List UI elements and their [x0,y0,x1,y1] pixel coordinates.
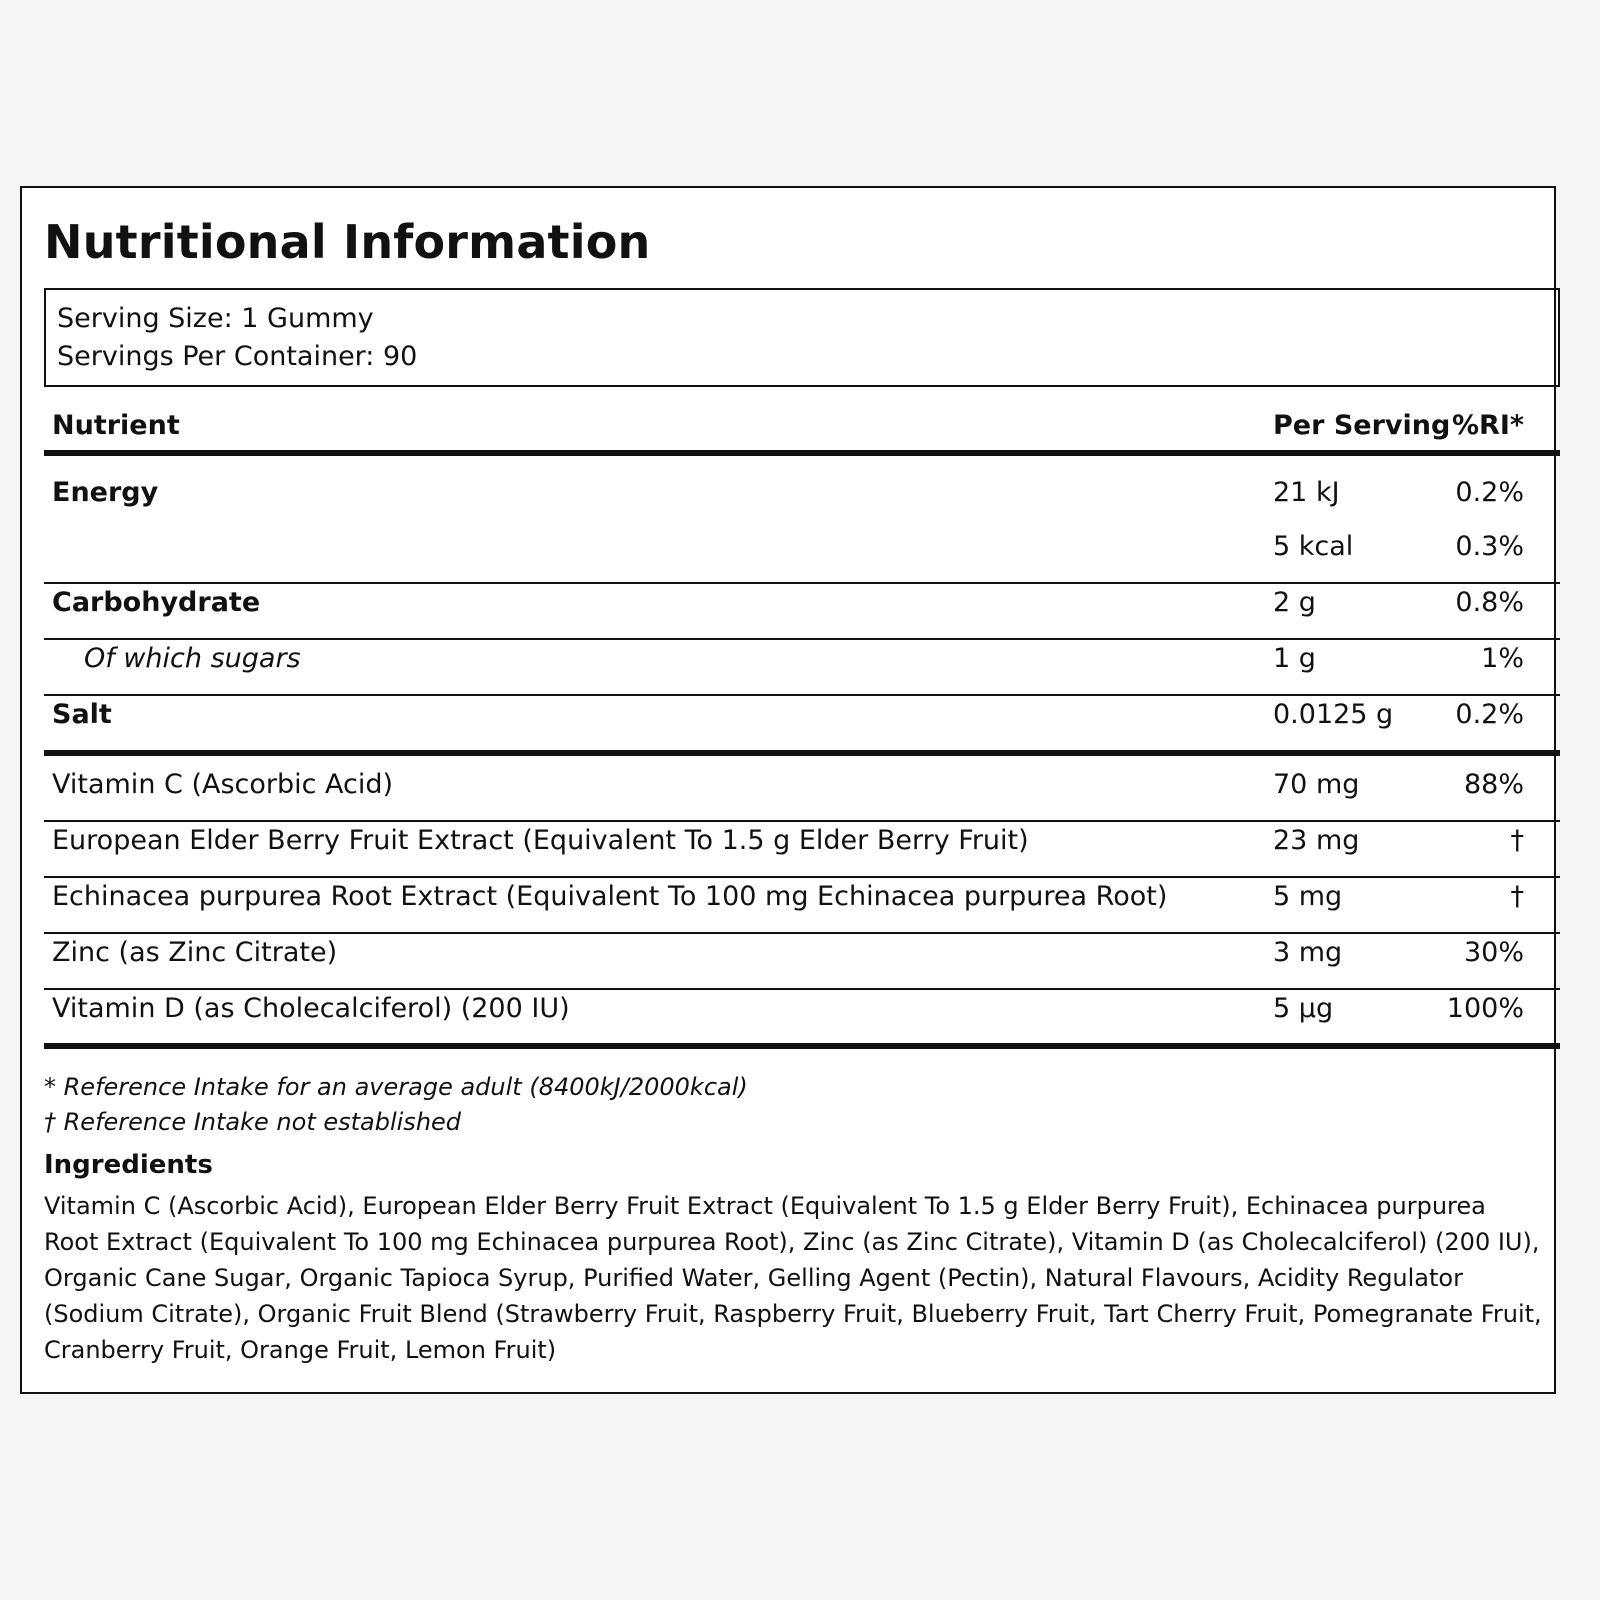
nutrient-name: Vitamin C (Ascorbic Acid) [52,769,394,800]
header-per-serving: Per Serving [1273,410,1451,441]
servings-per-container: Servings Per Container: 90 [57,341,418,372]
per-serving-value: 1 g [1273,643,1316,674]
ri-value: 0.2% [1455,699,1524,730]
nutrient-name: European Elder Berry Fruit Extract (Equivalent To 1.5 g Elder Berry Fruit) [52,825,1029,856]
nutrient-name: Vitamin D (as Cholecalciferol) (200 IU) [52,993,570,1024]
per-serving-value: 70 mg [1273,769,1360,800]
table-row [22,933,1554,973]
nutrient-name: Of which sugars [84,643,301,674]
ri-value: † [1510,825,1524,856]
header-ri: %RI* [1451,410,1524,441]
footnote-reference-intake: * Reference Intake for an average adult (8400kJ/2000kcal) [44,1073,748,1101]
table-row [22,473,1554,513]
table-row [22,877,1554,917]
serving-info-box [44,288,1560,387]
ri-value: 100% [1446,993,1524,1024]
per-serving-value: 2 g [1273,587,1316,618]
ri-value: 30% [1463,937,1524,968]
per-serving-value: 5 mg [1273,881,1343,912]
table-row [22,821,1554,861]
footnote-not-established: † Reference Intake not established [44,1108,462,1136]
table-row [22,695,1554,735]
per-serving-value: 5 µg [1273,993,1334,1024]
nutrient-name: Salt [52,699,112,730]
ri-value: 1% [1481,643,1524,674]
panel-title: Nutritional Information [44,215,651,269]
nutrient-name: Echinacea purpurea Root Extract (Equivalent To 100 mg Echinacea purpurea Root) [52,881,1168,912]
ri-value: 0.3% [1455,531,1524,562]
nutrient-name: Zinc (as Zinc Citrate) [52,937,338,968]
nutrient-name: Carbohydrate [52,587,261,618]
table-row [22,639,1554,679]
per-serving-value: 3 mg [1273,937,1343,968]
header-nutrient: Nutrient [52,410,180,441]
per-serving-value: 5 kcal [1273,531,1354,562]
ingredients-text: Vitamin C (Ascorbic Acid), European Elder Berry Fruit Extract (Equivalent To 1.5 g Elder Berry Fruit), Echinacea purpurea Root Extract (Equivalent To 100 mg Echinacea purpurea Root), Zinc (as Zinc Citrate), Vitamin D (as Cholecalciferol) (200 IU), Organic Cane Sugar, Organic Tapioca Syrup, Purified Water, Gelling Agent (Pectin), Natural Flavours, Acidity Regulator (Sodium Citrate), Organic Fruit Blend (Strawberry Fruit, Raspberry Fruit, Blueberry Fruit, Tart Cherry Fruit, Pomegranate Fruit, Cranberry Fruit, Orange Fruit, Lemon Fruit) [44,1192,1542,1364]
table-row [22,765,1554,805]
per-serving-value: 0.0125 g [1273,699,1394,730]
nutrient-name: Energy [52,477,159,508]
ingredients-heading: Ingredients [44,1150,213,1180]
table-row [22,527,1554,567]
ri-value: 0.8% [1455,587,1524,618]
per-serving-value: 21 kJ [1273,477,1340,508]
table-bottom-divider [44,1043,1560,1049]
table-row [22,989,1554,1029]
nutrition-panel [20,186,1556,1394]
ri-value: 88% [1463,769,1524,800]
ri-value: † [1510,881,1524,912]
table-header [22,406,1554,446]
serving-size: Serving Size: 1 Gummy [57,303,374,334]
ri-value: 0.2% [1455,477,1524,508]
section-divider [44,750,1560,756]
per-serving-value: 23 mg [1273,825,1360,856]
header-divider [44,450,1560,456]
table-row [22,583,1554,623]
